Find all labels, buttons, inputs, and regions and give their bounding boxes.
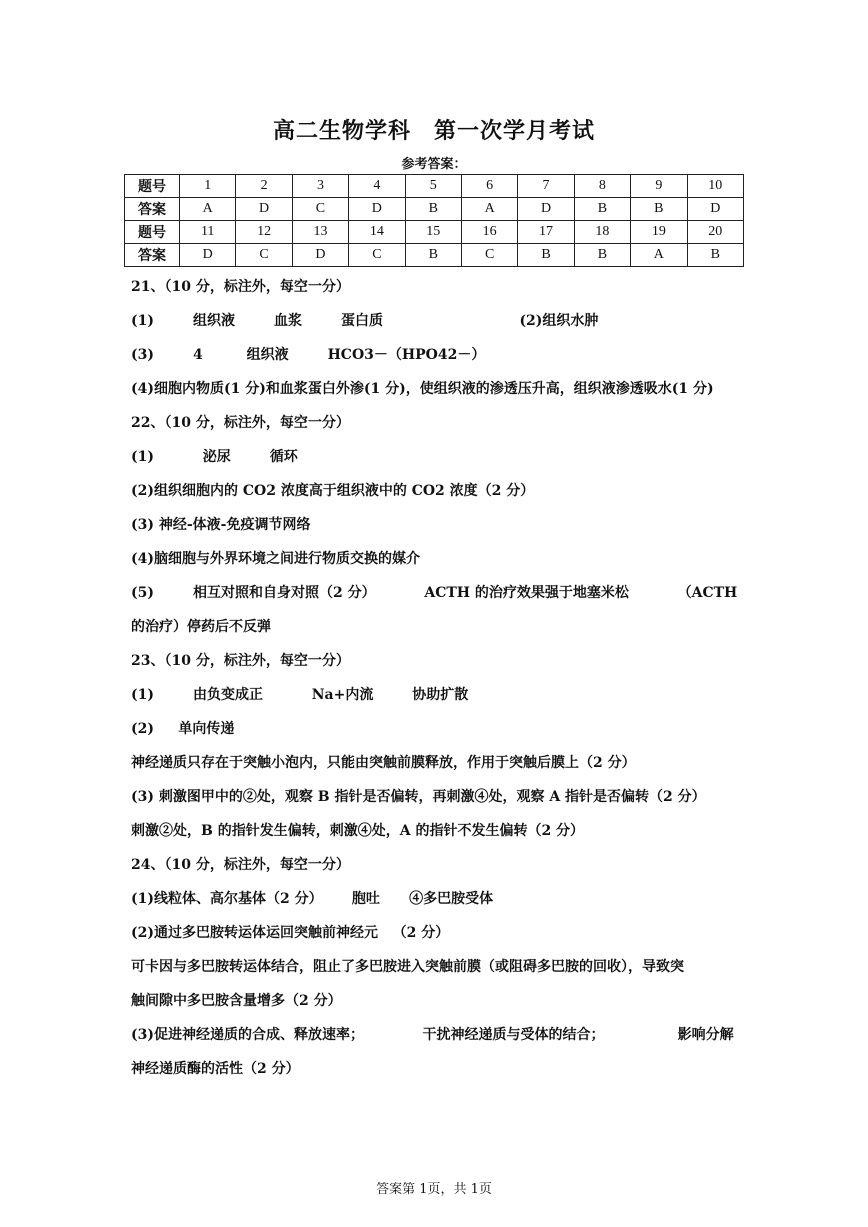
table-cell: C — [292, 198, 348, 221]
table-cell: C — [349, 244, 405, 267]
table-cell: 5 — [405, 175, 461, 198]
q22-answer-5-cont: 的治疗）停药后不反弹 — [131, 619, 271, 635]
table-row — [125, 244, 744, 267]
table-cell: 4 — [349, 175, 405, 198]
table-cell: B — [405, 244, 461, 267]
table-cell: B — [574, 244, 630, 267]
q24-answer-2-explain-cont: 触间隙中多巴胺含量增多（2 分） — [131, 993, 342, 1009]
table-cell: 8 — [574, 175, 630, 198]
table-row-header: 答案 — [125, 198, 180, 221]
table-cell: 12 — [236, 221, 292, 244]
table-cell: 10 — [687, 175, 743, 198]
q24-header: 24、（10 分，标注外，每空一分） — [131, 857, 350, 873]
q22-header: 22、（10 分，标注外，每空一分） — [131, 415, 350, 431]
table-cell: 2 — [236, 175, 292, 198]
table-row — [125, 221, 744, 244]
q23-answer-1: (1) 由负变成正 Na+内流 协助扩散 — [131, 687, 469, 703]
table-cell: 13 — [292, 221, 348, 244]
q24-answer-2: (2)通过多巴胺转运体运回突触前神经元 （2 分） — [131, 925, 450, 941]
table-cell: B — [687, 244, 743, 267]
table-cell: D — [236, 198, 292, 221]
q22-answer-3: (3) 神经-体液-免疫调节网络 — [131, 517, 311, 533]
table-row-header: 题号 — [125, 221, 180, 244]
answer-table — [124, 174, 744, 267]
table-cell: B — [405, 198, 461, 221]
table-cell: 14 — [349, 221, 405, 244]
table-cell: 6 — [461, 175, 517, 198]
table-cell: B — [574, 198, 630, 221]
page-title: 高二生物学科 第一次学月考试 — [272, 118, 595, 144]
table-cell: D — [349, 198, 405, 221]
table-cell: 9 — [631, 175, 687, 198]
table-row-header: 题号 — [125, 175, 180, 198]
q22-answer-4: (4)脑细胞与外界环境之间进行物质交换的媒介 — [131, 551, 420, 567]
q21-answer-3: (3) 4 组织液 HCO3－（HPO42－） — [131, 347, 486, 363]
table-cell: 7 — [518, 175, 574, 198]
table-row — [125, 198, 744, 221]
table-cell: 15 — [405, 221, 461, 244]
table-cell: B — [631, 198, 687, 221]
table-row — [125, 175, 744, 198]
answers-subtitle: 参考答案： — [401, 157, 467, 172]
table-cell: D — [518, 198, 574, 221]
table-cell: D — [292, 244, 348, 267]
q24-answer-3: (3)促进神经递质的合成、释放速率； 干扰神经递质与受体的结合； 影响分解 — [131, 1027, 734, 1043]
q21-header: 21、（10 分，标注外，每空一分） — [131, 279, 350, 295]
table-cell: D — [687, 198, 743, 221]
q23-answer-2-reason: 神经递质只存在于突触小泡内，只能由突触前膜释放，作用于突触后膜上（2 分） — [131, 755, 636, 771]
table-cell: 16 — [461, 221, 517, 244]
q23-answer-3: (3) 刺激图甲中的②处，观察 B 指针是否偏转，再刺激④处，观察 A 指针是否偏转（2 分） — [131, 789, 706, 805]
q23-answer-3-result: 刺激②处，B 的指针发生偏转，刺激④处，A 的指针不发生偏转（2 分） — [131, 823, 585, 839]
table-cell: A — [180, 198, 236, 221]
table-cell: 18 — [574, 221, 630, 244]
q22-answer-2: (2)组织细胞内的 CO2 浓度高于组织液中的 CO2 浓度（2 分） — [131, 483, 535, 499]
table-cell: 20 — [687, 221, 743, 244]
table-cell: A — [461, 198, 517, 221]
table-cell: 11 — [180, 221, 236, 244]
page-footer: 答案第 1页，共 1页 — [376, 1182, 492, 1197]
q21-answer-4: (4)细胞内物质(1 分)和血浆蛋白外渗(1 分)，使组织液的渗透压升高，组织液渗透吸水(1 分) — [131, 381, 714, 397]
table-cell: 1 — [180, 175, 236, 198]
q23-header: 23、（10 分，标注外，每空一分） — [131, 653, 350, 669]
q24-answer-1: (1)线粒体、高尔基体（2 分） 胞吐 ④多巴胺受体 — [131, 891, 494, 907]
table-cell: 19 — [631, 221, 687, 244]
q23-answer-2: (2) 单向传递 — [131, 721, 235, 737]
table-cell: C — [236, 244, 292, 267]
table-cell: C — [461, 244, 517, 267]
table-cell: 3 — [292, 175, 348, 198]
q22-answer-1: (1) 泌尿 循环 — [131, 449, 298, 465]
table-cell: D — [180, 244, 236, 267]
table-cell: 17 — [518, 221, 574, 244]
q21-answer-1: (1) 组织液 血浆 蛋白质 (2)组织水肿 — [131, 313, 599, 329]
q24-answer-2-explain: 可卡因与多巴胺转运体结合，阻止了多巴胺进入突触前膜（或阻碍多巴胺的回收），导致突 — [131, 959, 684, 975]
q24-answer-3-cont: 神经递质酶的活性（2 分） — [131, 1061, 300, 1077]
table-row-header: 答案 — [125, 244, 180, 267]
q22-answer-5: (5) 相互对照和自身对照（2 分） ACTH 的治疗效果强于地塞米松 （ACTH — [131, 585, 738, 601]
table-cell: A — [631, 244, 687, 267]
table-cell: B — [518, 244, 574, 267]
